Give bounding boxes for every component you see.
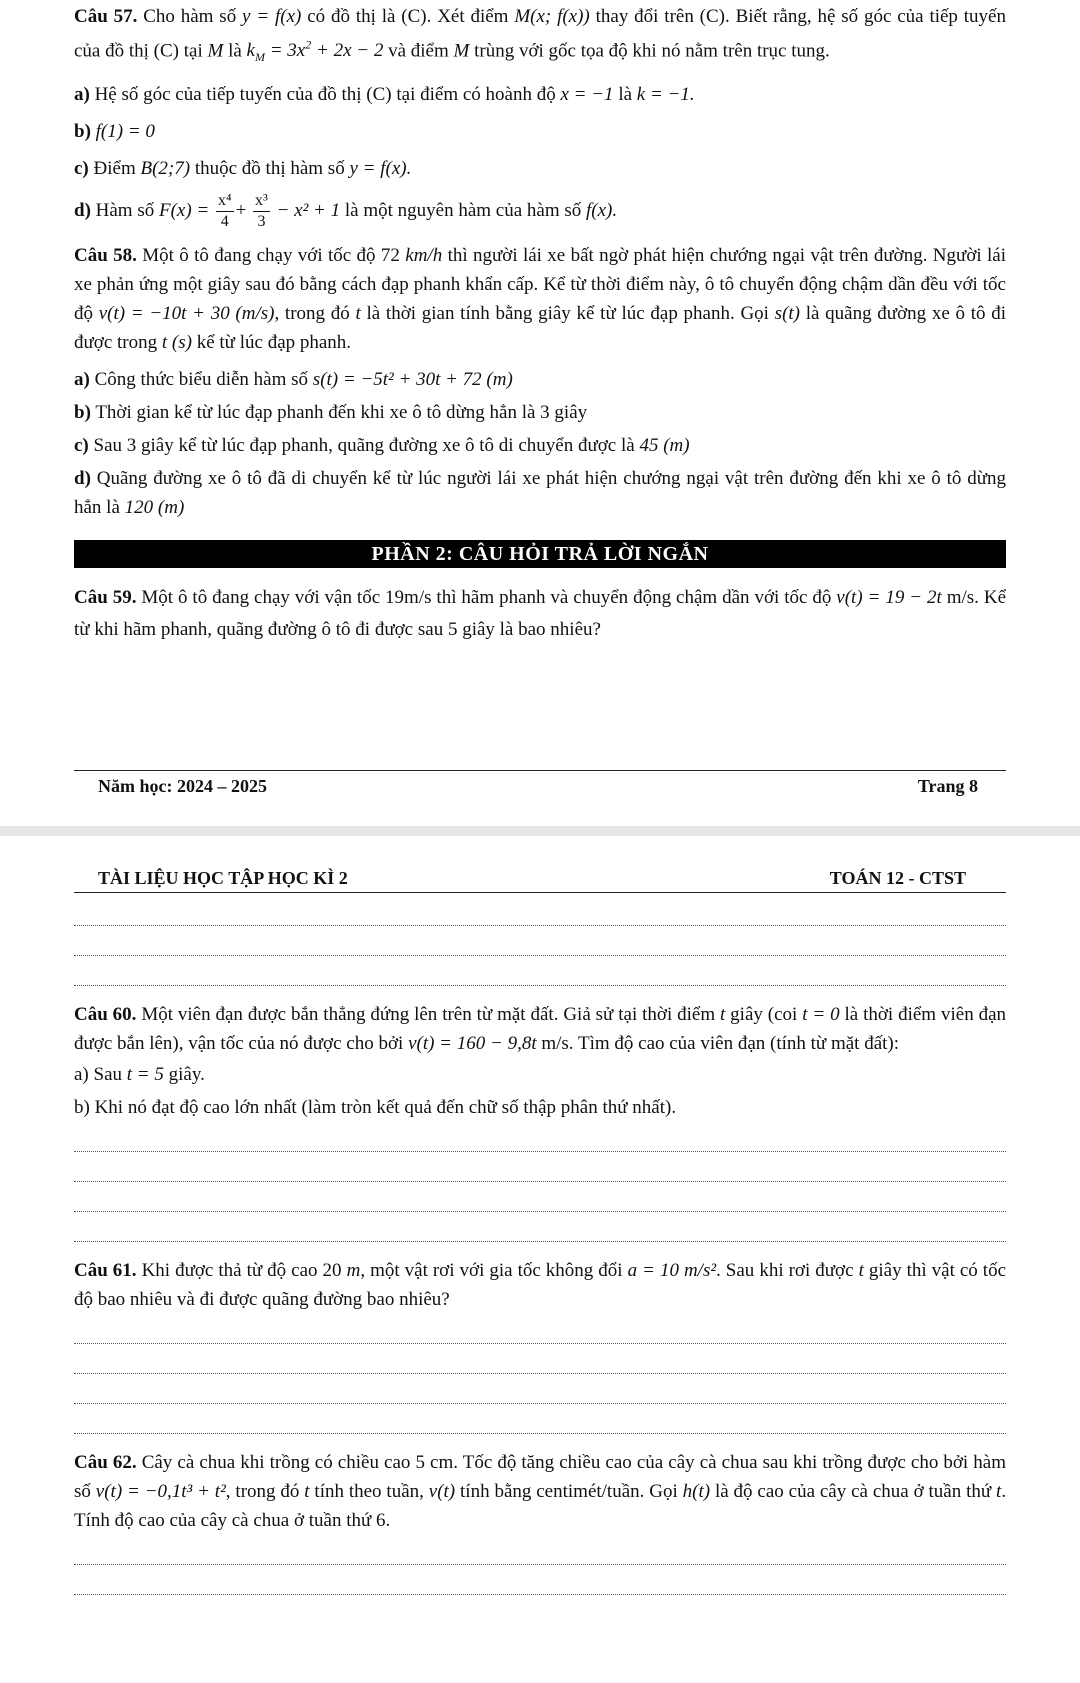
option-text: Thời gian kể từ lúc đạp phanh đến khi xe ô tô dừng hẳn là 3 giây <box>95 402 588 424</box>
q58-text: là thời gian tính bằng giây kể từ lúc đạp phanh. Gọi <box>366 303 769 325</box>
q60-text: Một viên đạn được bắn thẳng đứng lên trên từ mặt đất. Giả sử tại thời điểm <box>141 1004 716 1025</box>
q61-text: , một vật rơi với gia tốc không đổi <box>360 1260 623 1281</box>
option-label: c) <box>74 158 89 180</box>
q62-text: tính theo tuần, <box>314 1481 424 1502</box>
q62-math: t <box>304 1481 310 1502</box>
fraction-numerator: x³ <box>253 193 270 212</box>
option-text: Hệ số góc của tiếp tuyến của đồ thị (C) tại điểm có hoành độ <box>94 84 556 106</box>
question-59 <box>74 582 1006 646</box>
option-text: là một nguyên hàm của hàm số <box>344 200 582 222</box>
page-9-content <box>74 896 1006 1595</box>
option-text: Hàm số <box>95 200 155 222</box>
q59-velocity: v(t) = 19 − 2t <box>836 587 942 609</box>
option-label: c) <box>74 435 89 457</box>
q57-math: M <box>453 40 470 62</box>
q61-math: m <box>346 1260 361 1281</box>
q60-text: m/s. Tìm độ cao của viên đạn (tính từ mặt đất): <box>541 1033 900 1054</box>
option-text: là <box>618 84 633 106</box>
option-math: f(x). <box>586 200 618 222</box>
q57-slope-sub: M <box>254 50 265 65</box>
q57-text: thay đổi trên (C). Biết rằng, hệ số góc của tiếp tuyến của đồ thị (C) tại <box>74 6 1006 62</box>
footer-divider <box>74 770 1006 771</box>
answer-line <box>74 896 1006 926</box>
answer-lines <box>74 1314 1006 1434</box>
q59-text: Một ô tô đang chạy với vận tốc 19m/s thì hãm phanh và chuyển động chậm dần với tốc độ <box>141 587 832 609</box>
answer-line <box>74 1314 1006 1344</box>
q57-slope <box>246 38 384 65</box>
q62-text: tính bằng centimét/tuần. Gọi <box>460 1481 678 1502</box>
q60-label: Câu 60. <box>74 1004 137 1025</box>
option-text: Điểm <box>93 158 136 180</box>
q58-option-c <box>74 431 1006 460</box>
q58-label: Câu 58. <box>74 245 137 267</box>
q62-label: Câu 62. <box>74 1452 137 1473</box>
answer-line <box>74 1535 1006 1565</box>
page-footer <box>98 776 978 797</box>
q58-math: t (s) <box>161 332 192 354</box>
q60-text: là thời điểm viên đạn được bắn lên), vận tốc của nó được cho bởi <box>74 1004 1007 1054</box>
footer-year: Năm học: 2024 – 2025 <box>98 776 267 796</box>
q57-slope-exp: 2 <box>305 38 312 52</box>
q57-math: M <box>207 40 224 62</box>
option-label: b) <box>74 121 91 143</box>
q57-slope-expr: + 2x − 2 <box>316 40 384 62</box>
q59-label: Câu 59. <box>74 587 137 609</box>
q57-text: có đồ thị là (C). Xét điểm <box>307 6 509 27</box>
q61-math: t <box>858 1260 864 1281</box>
option-text: Công thức biểu diễn hàm số <box>94 369 309 391</box>
q57-point: M(x; f(x)) <box>514 6 590 27</box>
q61-text: . Sau khi rơi được <box>716 1260 854 1281</box>
header-title: TÀI LIỆU HỌC TẬP HỌC KÌ 2 <box>98 868 348 888</box>
question-62 <box>74 1448 1006 1595</box>
option-text: thuộc đồ thị hàm số <box>194 158 345 180</box>
option-label: b) <box>74 402 91 424</box>
q58-text: , trong đó <box>274 303 350 325</box>
q58-velocity: v(t) = −10t + 30 (m/s) <box>98 303 275 325</box>
q57-text: là <box>228 40 242 62</box>
part-text: b) Khi nó đạt độ cao lớn nhất (làm tròn kết quả đến chữ số thập phân thứ nhất). <box>74 1097 677 1118</box>
q62-math: t <box>996 1481 1002 1502</box>
fraction <box>253 193 270 230</box>
option-label: a) <box>74 84 90 106</box>
option-math: x = −1 <box>560 84 614 106</box>
q58-option-a <box>74 365 1006 394</box>
answer-line <box>74 926 1006 956</box>
q57-slope-k: k <box>246 40 255 62</box>
question-61 <box>74 1256 1006 1434</box>
fraction-denominator: 4 <box>220 213 229 231</box>
q58-text: là quãng đường xe ô tô đi được trong <box>74 303 1007 354</box>
q62-math: h(t) <box>682 1481 711 1502</box>
q61-acceleration: a = 10 m/s² <box>627 1260 717 1281</box>
option-math: k = −1. <box>636 84 695 106</box>
option-math: s(t) = −5t² + 30t + 72 (m) <box>312 369 513 391</box>
q58-option-b <box>74 398 1006 427</box>
footer-page-number: Trang 8 <box>917 776 978 796</box>
section-banner: PHẦN 2: CÂU HỎI TRẢ LỜI NGẮN <box>74 540 1006 568</box>
answer-lines <box>74 896 1006 986</box>
q62-velocity: v(t) = −0,1t³ + t² <box>95 1481 226 1502</box>
page-9 <box>0 836 1080 1683</box>
q57-option-b <box>74 117 1006 146</box>
answer-line <box>74 1565 1006 1595</box>
q58-text: kể từ lúc đạp phanh. <box>196 332 352 354</box>
question-58 <box>74 241 1006 522</box>
option-math: f(1) = 0 <box>95 121 155 143</box>
answer-line <box>74 1404 1006 1434</box>
q57-label: Câu 57. <box>74 6 138 27</box>
part-text: giây. <box>168 1064 205 1085</box>
question-57 <box>74 2 1006 231</box>
q57-text: Cho hàm số <box>143 6 237 27</box>
q57-option-a <box>74 80 1006 109</box>
header-subject: TOÁN 12 - CTST <box>829 868 966 888</box>
q60-part-b <box>74 1093 1006 1122</box>
fraction-denominator: 3 <box>257 213 266 231</box>
page-8 <box>0 0 1080 826</box>
option-label: d) <box>74 200 91 222</box>
q62-text: là độ cao của cây cà chua ở tuần thứ <box>714 1481 992 1502</box>
q58-text: Một ô tô đang chạy với tốc độ 72 <box>142 245 400 267</box>
q57-slope-expr: = 3x <box>269 40 306 62</box>
page-separator <box>0 826 1080 836</box>
part-text: a) Sau <box>74 1064 123 1085</box>
option-math: B(2;7) <box>140 158 191 180</box>
q60-part-a <box>74 1060 1006 1089</box>
part-math: t = 5 <box>126 1064 164 1085</box>
q58-option-d <box>74 464 1006 522</box>
q62-text: Cây cà chua khi trồng có chiều cao 5 cm. Tốc độ tăng chiều cao của cây cà chua sau khi trồng được cho bởi hàm số <box>74 1452 1007 1502</box>
q59-text: m/s. Kể từ khi hãm phanh, quãng đường ô tô đi được sau 5 giây là bao nhiêu? <box>74 587 1007 641</box>
answer-lines <box>74 1535 1006 1595</box>
header-divider <box>74 892 1006 893</box>
answer-line <box>74 956 1006 986</box>
q58-math: t <box>355 303 361 325</box>
question-60 <box>74 1000 1006 1242</box>
option-label: a) <box>74 369 90 391</box>
q57-text: trùng với gốc tọa độ khi nó nằm trên trục tung. <box>474 40 830 62</box>
q62-text: . Tính độ cao của cây cà chua ở tuần thứ 6. <box>74 1481 1007 1531</box>
q57-text: và điểm <box>388 40 449 62</box>
option-math: 45 (m) <box>639 435 690 457</box>
q57-option-c <box>74 154 1006 183</box>
fraction-numerator: x⁴ <box>216 193 234 212</box>
q58-text: thì người lái xe bất ngờ phát hiện chướng ngại vật trên đường. Người lái xe phản ứng một giây sau đó bằng cách đạp phanh khẩn cấp. Kể từ thời điểm này, ô tô chuyển động chậm dần đều với tốc độ <box>74 245 1007 325</box>
answer-line <box>74 1212 1006 1242</box>
option-text: Sau 3 giây kể từ lúc đạp phanh, quãng đường xe ô tô di chuyển được là <box>93 435 635 457</box>
q61-label: Câu 61. <box>74 1260 137 1281</box>
q60-math: t <box>720 1004 726 1025</box>
answer-lines <box>74 1122 1006 1242</box>
answer-line <box>74 1122 1006 1152</box>
q57-option-d: d) Hàm số F(x) = $\frac{\text{x⁴}}{4}$ + $\frac{\text{x³}}{3}$ − x² + 1 là một nguyên hàm của hàm số f(x). <box>74 192 618 231</box>
q60-velocity: v(t) = 160 − 9,8t <box>408 1033 537 1054</box>
option-math: y = f(x). <box>349 158 412 180</box>
fraction <box>216 193 234 230</box>
answer-line <box>74 1374 1006 1404</box>
option-text: Quãng đường xe ô tô đã di chuyển kể từ lúc người lái xe phát hiện chướng ngại vật trên đường đến khi xe ô tô dừng hẳn là <box>74 468 1007 519</box>
answer-line <box>74 1344 1006 1374</box>
q62-math: v(t) <box>428 1481 456 1502</box>
option-math: F(x) = <box>158 200 210 222</box>
q61-text: giây thì vật có tốc độ bao nhiêu và đi được quãng đường bao nhiêu? <box>74 1260 1007 1310</box>
option-label: d) <box>74 468 91 490</box>
q57-function: y = f(x) <box>242 6 302 27</box>
q58-unit: km/h <box>405 245 443 267</box>
option-math: − x² + 1 <box>276 200 341 222</box>
page-8-content <box>74 2 1006 646</box>
q58-math: s(t) <box>774 303 800 325</box>
answer-line <box>74 1152 1006 1182</box>
q60-text: giây (coi <box>730 1004 798 1025</box>
answer-line <box>74 1182 1006 1212</box>
option-math: 120 (m) <box>124 497 185 519</box>
q62-text: , trong đó <box>225 1481 300 1502</box>
q61-text: Khi được thả từ độ cao 20 <box>141 1260 342 1281</box>
page-header <box>98 868 966 889</box>
q60-math: t = 0 <box>802 1004 840 1025</box>
